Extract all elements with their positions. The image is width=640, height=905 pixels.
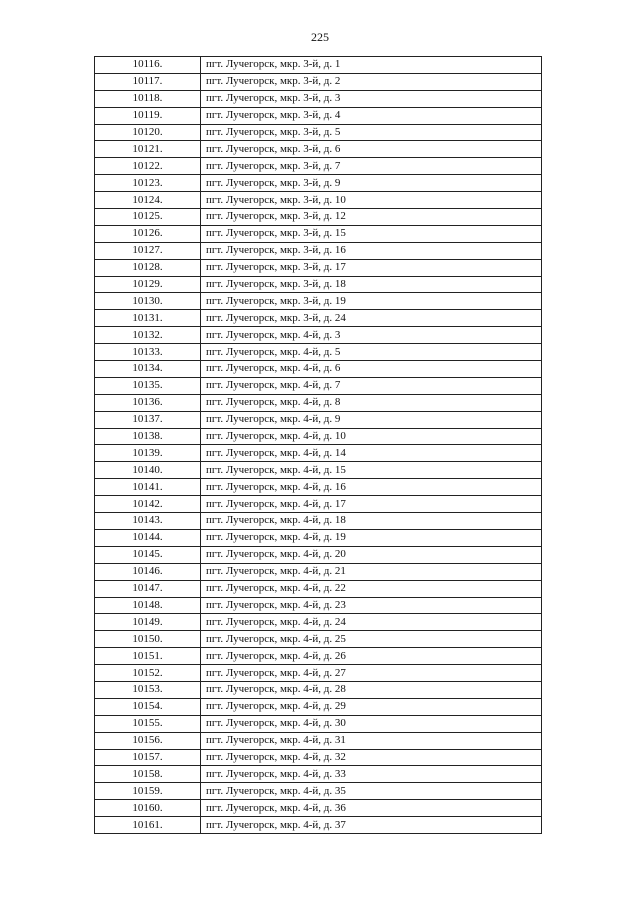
row-address: пгт. Лучегорск, мкр. 3-й, д. 15 (201, 225, 542, 242)
row-number: 10121. (95, 141, 201, 158)
row-number: 10132. (95, 327, 201, 344)
row-number: 10128. (95, 259, 201, 276)
row-number: 10149. (95, 614, 201, 631)
row-number: 10148. (95, 597, 201, 614)
row-number: 10123. (95, 175, 201, 192)
table-row (95, 715, 542, 732)
row-number: 10116. (95, 57, 201, 74)
row-number: 10131. (95, 310, 201, 327)
row-address: пгт. Лучегорск, мкр. 4-й, д. 23 (201, 597, 542, 614)
row-address: пгт. Лучегорск, мкр. 4-й, д. 7 (201, 377, 542, 394)
table-row (95, 327, 542, 344)
row-address: пгт. Лучегорск, мкр. 3-й, д. 3 (201, 90, 542, 107)
table-row (95, 175, 542, 192)
row-number: 10152. (95, 665, 201, 682)
table-row (95, 293, 542, 310)
table-row (95, 462, 542, 479)
row-number: 10150. (95, 631, 201, 648)
row-number: 10119. (95, 107, 201, 124)
row-number: 10138. (95, 428, 201, 445)
table-row (95, 259, 542, 276)
row-address: пгт. Лучегорск, мкр. 4-й, д. 27 (201, 665, 542, 682)
row-number: 10124. (95, 192, 201, 209)
row-number: 10136. (95, 394, 201, 411)
table-row (95, 665, 542, 682)
row-address: пгт. Лучегорск, мкр. 4-й, д. 28 (201, 681, 542, 698)
row-number: 10120. (95, 124, 201, 141)
table-row (95, 158, 542, 175)
row-number: 10126. (95, 225, 201, 242)
row-address: пгт. Лучегорск, мкр. 4-й, д. 32 (201, 749, 542, 766)
row-number: 10117. (95, 73, 201, 90)
row-address: пгт. Лучегорск, мкр. 3-й, д. 2 (201, 73, 542, 90)
row-address: пгт. Лучегорск, мкр. 4-й, д. 18 (201, 513, 542, 530)
table-row (95, 783, 542, 800)
row-number: 10143. (95, 513, 201, 530)
row-address: пгт. Лучегорск, мкр. 4-й, д. 21 (201, 563, 542, 580)
row-number: 10127. (95, 242, 201, 259)
table-row (95, 800, 542, 817)
table-row (95, 377, 542, 394)
table-row (95, 513, 542, 530)
table-row (95, 57, 542, 74)
row-address: пгт. Лучегорск, мкр. 4-й, д. 26 (201, 648, 542, 665)
table-row (95, 90, 542, 107)
row-address: пгт. Лучегорск, мкр. 4-й, д. 31 (201, 732, 542, 749)
table-row (95, 124, 542, 141)
row-address: пгт. Лучегорск, мкр. 3-й, д. 24 (201, 310, 542, 327)
row-address: пгт. Лучегорск, мкр. 4-й, д. 9 (201, 411, 542, 428)
row-number: 10125. (95, 209, 201, 226)
row-number: 10145. (95, 546, 201, 563)
table-row (95, 479, 542, 496)
table-row (95, 546, 542, 563)
row-address: пгт. Лучегорск, мкр. 3-й, д. 5 (201, 124, 542, 141)
address-table-body (95, 57, 542, 834)
row-address: пгт. Лучегорск, мкр. 4-й, д. 19 (201, 529, 542, 546)
table-row (95, 276, 542, 293)
row-number: 10159. (95, 783, 201, 800)
row-address: пгт. Лучегорск, мкр. 4-й, д. 15 (201, 462, 542, 479)
row-address: пгт. Лучегорск, мкр. 3-й, д. 6 (201, 141, 542, 158)
table-row (95, 749, 542, 766)
row-address: пгт. Лучегорск, мкр. 4-й, д. 29 (201, 698, 542, 715)
row-address: пгт. Лучегорск, мкр. 4-й, д. 37 (201, 817, 542, 834)
row-number: 10147. (95, 580, 201, 597)
row-number: 10133. (95, 344, 201, 361)
table-row (95, 141, 542, 158)
table-row (95, 225, 542, 242)
row-address: пгт. Лучегорск, мкр. 4-й, д. 25 (201, 631, 542, 648)
row-address: пгт. Лучегорск, мкр. 4-й, д. 8 (201, 394, 542, 411)
table-row (95, 681, 542, 698)
page-number: 225 (311, 30, 329, 44)
row-number: 10122. (95, 158, 201, 175)
row-number: 10146. (95, 563, 201, 580)
row-number: 10154. (95, 698, 201, 715)
table-row (95, 766, 542, 783)
table-row (95, 394, 542, 411)
row-address: пгт. Лучегорск, мкр. 4-й, д. 33 (201, 766, 542, 783)
row-address: пгт. Лучегорск, мкр. 4-й, д. 17 (201, 496, 542, 513)
row-number: 10153. (95, 681, 201, 698)
table-row (95, 698, 542, 715)
row-address: пгт. Лучегорск, мкр. 4-й, д. 36 (201, 800, 542, 817)
row-address: пгт. Лучегорск, мкр. 3-й, д. 9 (201, 175, 542, 192)
row-address: пгт. Лучегорск, мкр. 4-й, д. 5 (201, 344, 542, 361)
table-row (95, 496, 542, 513)
row-number: 10157. (95, 749, 201, 766)
table-row (95, 73, 542, 90)
row-address: пгт. Лучегорск, мкр. 4-й, д. 10 (201, 428, 542, 445)
row-address: пгт. Лучегорск, мкр. 4-й, д. 22 (201, 580, 542, 597)
row-address: пгт. Лучегорск, мкр. 4-й, д. 20 (201, 546, 542, 563)
row-number: 10134. (95, 361, 201, 378)
row-number: 10140. (95, 462, 201, 479)
row-address: пгт. Лучегорск, мкр. 4-й, д. 3 (201, 327, 542, 344)
table-row (95, 732, 542, 749)
row-number: 10151. (95, 648, 201, 665)
table-row (95, 344, 542, 361)
table-row (95, 563, 542, 580)
row-number: 10141. (95, 479, 201, 496)
table-row (95, 614, 542, 631)
row-address: пгт. Лучегорск, мкр. 3-й, д. 1 (201, 57, 542, 74)
row-address: пгт. Лучегорск, мкр. 3-й, д. 18 (201, 276, 542, 293)
row-number: 10158. (95, 766, 201, 783)
row-address: пгт. Лучегорск, мкр. 3-й, д. 19 (201, 293, 542, 310)
row-number: 10118. (95, 90, 201, 107)
row-number: 10135. (95, 377, 201, 394)
row-number: 10161. (95, 817, 201, 834)
table-row (95, 580, 542, 597)
row-address: пгт. Лучегорск, мкр. 3-й, д. 4 (201, 107, 542, 124)
row-address: пгт. Лучегорск, мкр. 4-й, д. 6 (201, 361, 542, 378)
row-number: 10129. (95, 276, 201, 293)
address-table (94, 56, 542, 834)
row-number: 10156. (95, 732, 201, 749)
row-address: пгт. Лучегорск, мкр. 4-й, д. 16 (201, 479, 542, 496)
row-address: пгт. Лучегорск, мкр. 3-й, д. 7 (201, 158, 542, 175)
table-row (95, 411, 542, 428)
row-number: 10160. (95, 800, 201, 817)
table-row (95, 428, 542, 445)
table-row (95, 631, 542, 648)
row-number: 10130. (95, 293, 201, 310)
table-row (95, 817, 542, 834)
table-row (95, 192, 542, 209)
row-number: 10139. (95, 445, 201, 462)
table-row (95, 310, 542, 327)
row-address: пгт. Лучегорск, мкр. 3-й, д. 17 (201, 259, 542, 276)
table-row (95, 209, 542, 226)
row-address: пгт. Лучегорск, мкр. 3-й, д. 10 (201, 192, 542, 209)
table-row (95, 597, 542, 614)
table-row (95, 445, 542, 462)
row-address: пгт. Лучегорск, мкр. 4-й, д. 35 (201, 783, 542, 800)
row-address: пгт. Лучегорск, мкр. 4-й, д. 30 (201, 715, 542, 732)
table-row (95, 107, 542, 124)
row-number: 10142. (95, 496, 201, 513)
table-row (95, 648, 542, 665)
table-row (95, 361, 542, 378)
row-address: пгт. Лучегорск, мкр. 3-й, д. 16 (201, 242, 542, 259)
row-address: пгт. Лучегорск, мкр. 3-й, д. 12 (201, 209, 542, 226)
row-number: 10144. (95, 529, 201, 546)
row-number: 10137. (95, 411, 201, 428)
table-row (95, 529, 542, 546)
row-address: пгт. Лучегорск, мкр. 4-й, д. 24 (201, 614, 542, 631)
table-row (95, 242, 542, 259)
row-address: пгт. Лучегорск, мкр. 4-й, д. 14 (201, 445, 542, 462)
row-number: 10155. (95, 715, 201, 732)
